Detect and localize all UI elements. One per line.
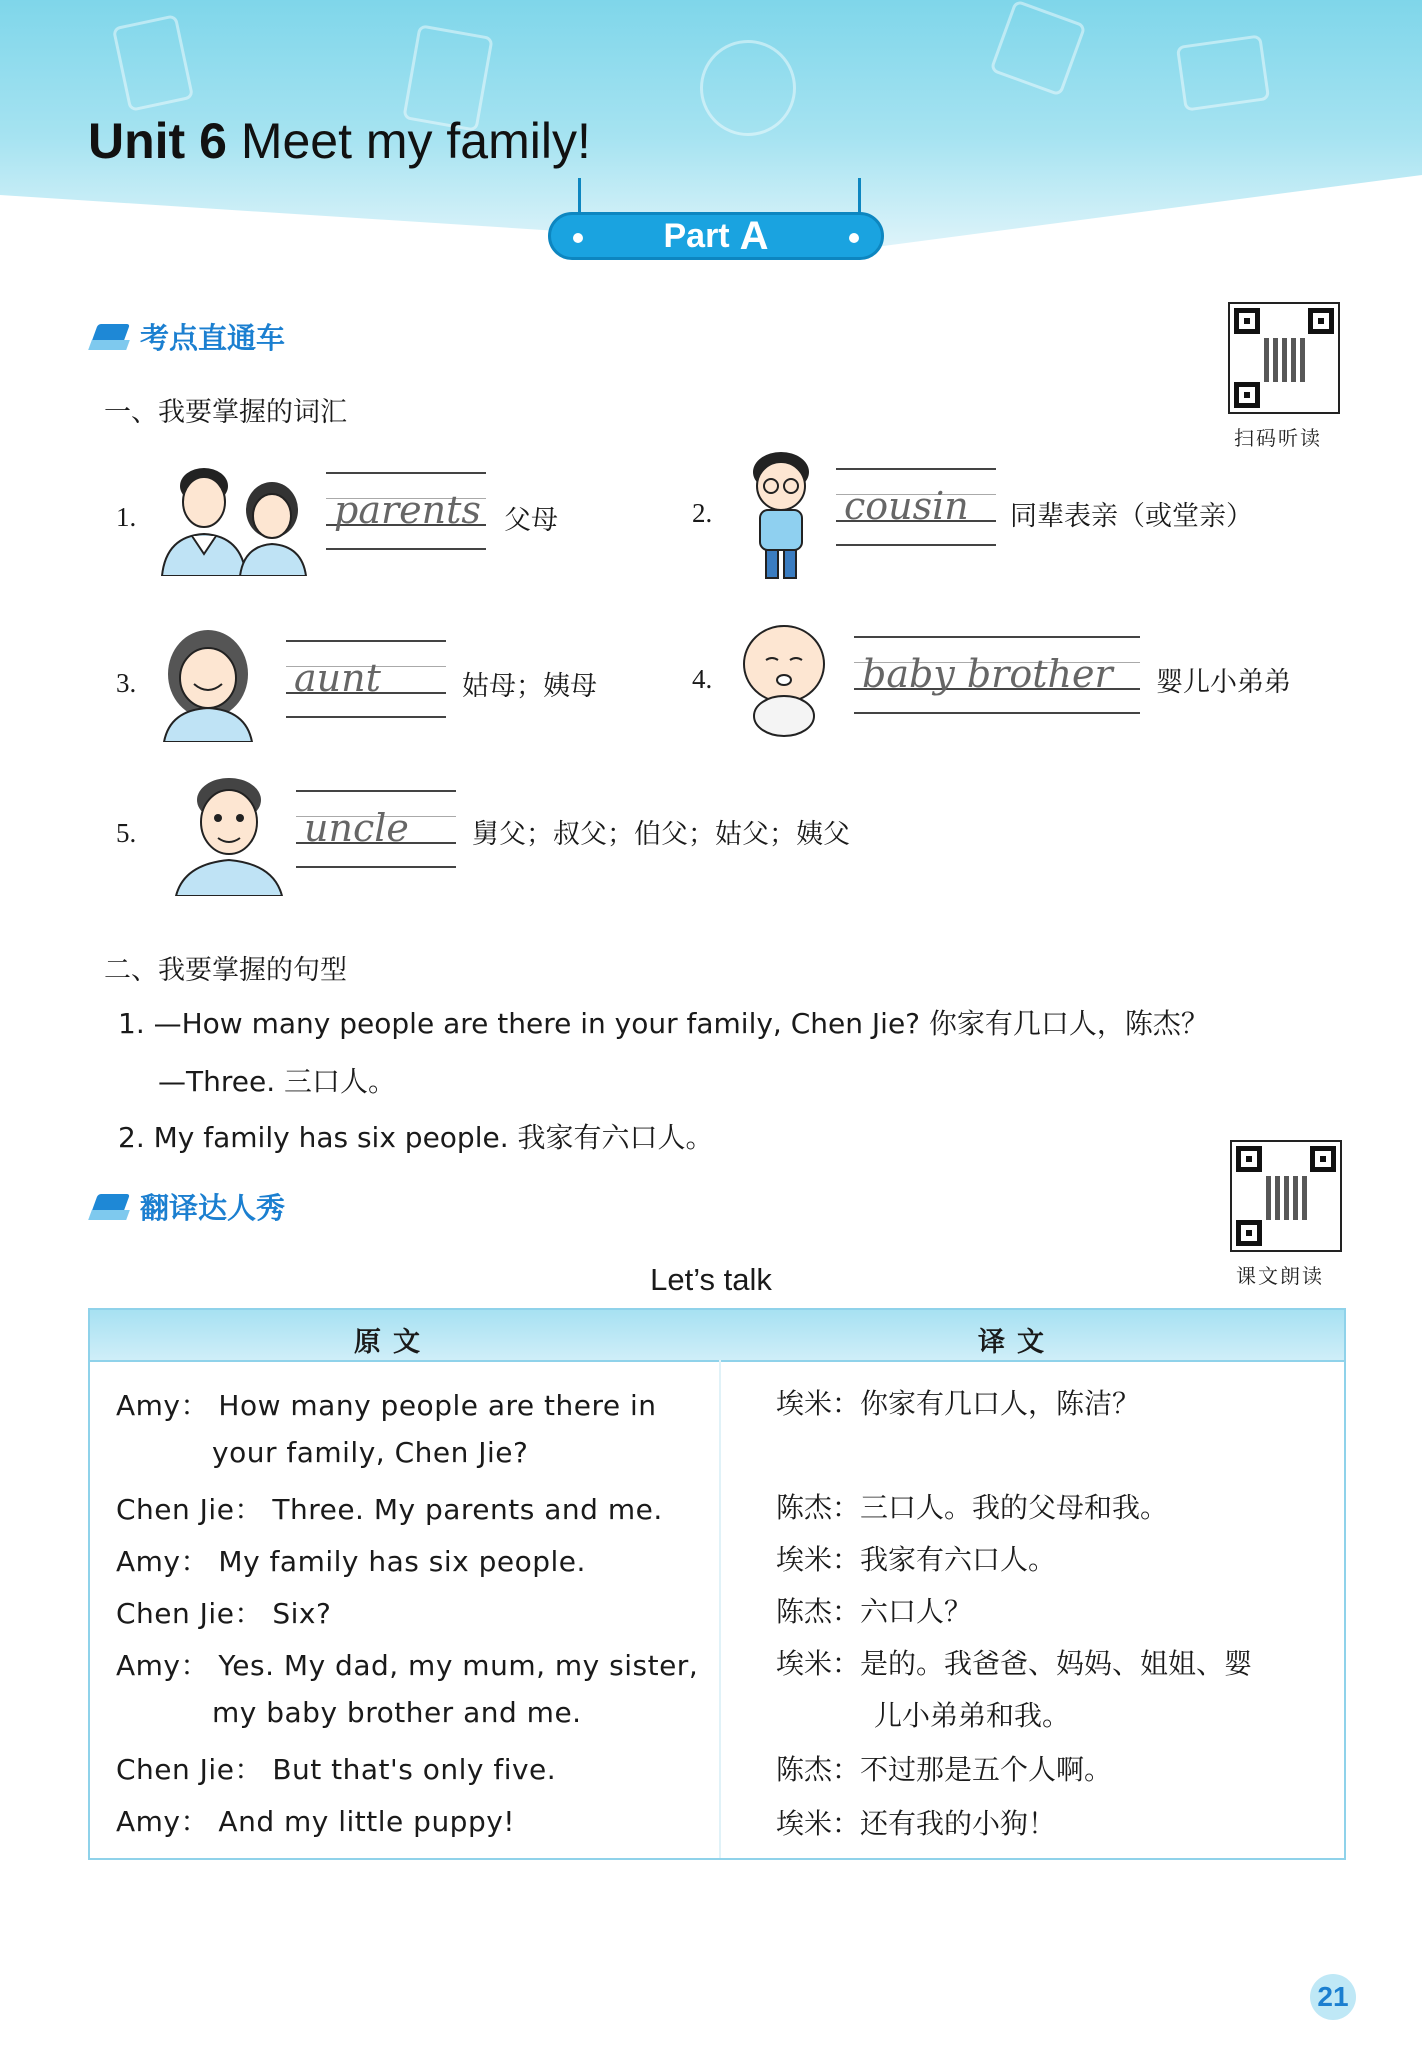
talk-title: Let’s talk [650, 1262, 772, 1297]
qr-pattern [1266, 1176, 1310, 1220]
guide-line [326, 548, 486, 550]
writing-lines [286, 640, 446, 718]
dialogue-line-zh [776, 1802, 1056, 1842]
speaker: Amy： [116, 1805, 210, 1838]
section-heading-text: 翻译达人秀 [140, 1191, 286, 1225]
speaker: Amy： [116, 1389, 210, 1422]
line-text: 还有我的小狗！ [860, 1807, 1057, 1840]
speaker: 陈杰： [776, 1753, 861, 1786]
vocab-number: 2. [692, 498, 713, 528]
column-divider [719, 1360, 721, 1858]
guide-line [854, 712, 1140, 714]
speaker: 陈杰： [776, 1491, 861, 1524]
dialogue-line-zh [776, 1486, 1168, 1526]
sentence-text: My family has six people. 我家有六口人。 [153, 1121, 714, 1154]
line-text: your family, Chen Jie? [212, 1436, 529, 1469]
guide-line [296, 866, 456, 868]
line-text: But that's only five. [272, 1753, 557, 1786]
page-title [88, 112, 591, 170]
decor-shape [989, 0, 1086, 97]
aunt-figure [160, 626, 260, 742]
book-icon [90, 1194, 130, 1220]
line-text: My family has six people. [218, 1545, 586, 1578]
speaker: Amy： [116, 1545, 210, 1578]
vocab-word: parents [334, 488, 481, 532]
part-label: Part [663, 216, 730, 255]
speaker: 陈杰： [776, 1595, 861, 1628]
dialogue-line-en [116, 1540, 586, 1580]
sentence-text: —How many people are there in your family, Chen Jie? 你家有几口人，陈杰？ [153, 1007, 1209, 1040]
qr-code-reading[interactable] [1230, 1140, 1342, 1252]
dialogue-line-zh [776, 1382, 1140, 1422]
sentence-item [118, 1116, 714, 1156]
qr-finder [1234, 382, 1260, 408]
line-text: Three. My parents and me. [272, 1493, 663, 1526]
dialogue-line-en [212, 1436, 528, 1469]
book-icon [90, 324, 130, 350]
decor-shape [1176, 34, 1270, 111]
decor-shape [112, 14, 194, 112]
qr-label-reading: 课文朗读 [1236, 1264, 1324, 1288]
vocab-meaning: 同辈表亲（或堂亲） [1010, 501, 1253, 532]
line-text: 不过那是五个人啊。 [860, 1753, 1113, 1786]
qr-finder [1236, 1146, 1262, 1172]
vocab-number: 4. [692, 664, 713, 694]
speaker: Chen Jie： [116, 1597, 263, 1630]
vocab-word: baby brother [862, 652, 1113, 696]
vocab-word: aunt [294, 656, 381, 700]
qr-pattern [1264, 338, 1308, 382]
guide-line [836, 544, 996, 546]
speaker: 埃米： [776, 1387, 861, 1420]
pill-rod [858, 178, 861, 214]
dialogue-line-zh [776, 1590, 972, 1630]
qr-finder [1234, 308, 1260, 334]
col-translation-header: 译文 [978, 1327, 1056, 1358]
part-badge [548, 212, 884, 260]
writing-lines [854, 636, 1140, 714]
guide-line [296, 790, 456, 792]
writing-lines [326, 472, 486, 550]
speaker: 埃米： [776, 1647, 861, 1680]
line-text: 儿小弟弟和我。 [874, 1699, 1071, 1732]
dialogue-line-en [116, 1748, 556, 1788]
vocab-heading: 一、我要掌握的词汇 [104, 397, 347, 428]
qr-label-listen: 扫码听读 [1234, 426, 1322, 450]
writing-lines [296, 790, 456, 868]
dialogue-line-zh [776, 1642, 1252, 1682]
line-text: And my little puppy! [218, 1805, 516, 1838]
uncle-figure [174, 772, 284, 896]
section-heading-fanyi [90, 1186, 285, 1227]
guide-line [286, 640, 446, 642]
line-text: 是的。我爸爸、妈妈、姐姐、婴 [860, 1647, 1253, 1680]
sentence-number: 1. [118, 1007, 145, 1040]
line-text: 六口人？ [860, 1595, 973, 1628]
speaker: Chen Jie： [116, 1753, 263, 1786]
speaker: 埃米： [776, 1543, 861, 1576]
vocab-word: uncle [304, 806, 409, 850]
qr-finder [1236, 1220, 1262, 1246]
dialogue-line-en [116, 1488, 663, 1528]
page-number: 21 [1310, 1974, 1356, 2020]
writing-lines [836, 468, 996, 546]
sentence-item [158, 1060, 396, 1100]
table-header [90, 1310, 1344, 1362]
part-letter: A [739, 213, 769, 258]
sentence-item [118, 1002, 1209, 1042]
guide-line [836, 468, 996, 470]
pill-dot [849, 233, 859, 243]
speaker: Amy： [116, 1649, 210, 1682]
decor-shape [700, 40, 796, 136]
sentence-number: 2. [118, 1121, 145, 1154]
qr-finder [1308, 308, 1334, 334]
line-text: How many people are there in [218, 1389, 657, 1422]
dialogue-line-zh [776, 1748, 1112, 1788]
baby-figure [734, 620, 834, 738]
vocab-meaning: 舅父；叔父；伯父；姑父；姨父 [472, 819, 850, 850]
line-text: 三口人。我的父母和我。 [860, 1491, 1169, 1524]
line-text: Six? [272, 1597, 332, 1630]
unit-title-text: Meet my family! [240, 113, 591, 169]
line-text: 我家有六口人。 [860, 1543, 1057, 1576]
col-original-header: 原文 [354, 1327, 432, 1358]
dialogue-line-zh [874, 1694, 1070, 1734]
line-text: my baby brother and me. [212, 1696, 582, 1729]
dialogue-line-zh [776, 1538, 1056, 1578]
qr-finder [1310, 1146, 1336, 1172]
speaker: 埃米： [776, 1807, 861, 1840]
pill-dot [573, 233, 583, 243]
vocab-meaning: 姑母；姨母 [462, 671, 597, 702]
vocab-number: 1. [116, 502, 137, 532]
vocab-meaning: 父母 [504, 505, 558, 536]
section-heading-text: 考点直通车 [140, 321, 286, 355]
pill-rod [578, 178, 581, 214]
cousin-figure [736, 446, 826, 586]
vocab-number: 3. [116, 668, 137, 698]
line-text: 你家有几口人，陈洁？ [860, 1387, 1141, 1420]
unit-label: Unit 6 [88, 113, 227, 169]
guide-line [326, 472, 486, 474]
section-heading-kaodian [90, 316, 285, 357]
vocab-number: 5. [116, 818, 137, 848]
line-text: Yes. My dad, my mum, my sister, [218, 1649, 699, 1682]
dialogue-line-en [116, 1384, 657, 1424]
vocab-meaning: 婴儿小弟弟 [1156, 667, 1291, 698]
sentence-heading: 二、我要掌握的句型 [104, 955, 347, 986]
dialogue-line-en [116, 1644, 698, 1684]
guide-line [854, 636, 1140, 638]
vocab-word: cousin [844, 484, 969, 528]
qr-code-listen[interactable] [1228, 302, 1340, 414]
dialogue-line-en [116, 1800, 515, 1840]
speaker: Chen Jie： [116, 1493, 263, 1526]
sentence-text: —Three. 三口人。 [158, 1065, 397, 1098]
parents-figure [152, 456, 312, 576]
dialogue-line-en [212, 1696, 582, 1729]
dialogue-line-en [116, 1592, 331, 1632]
guide-line [286, 716, 446, 718]
